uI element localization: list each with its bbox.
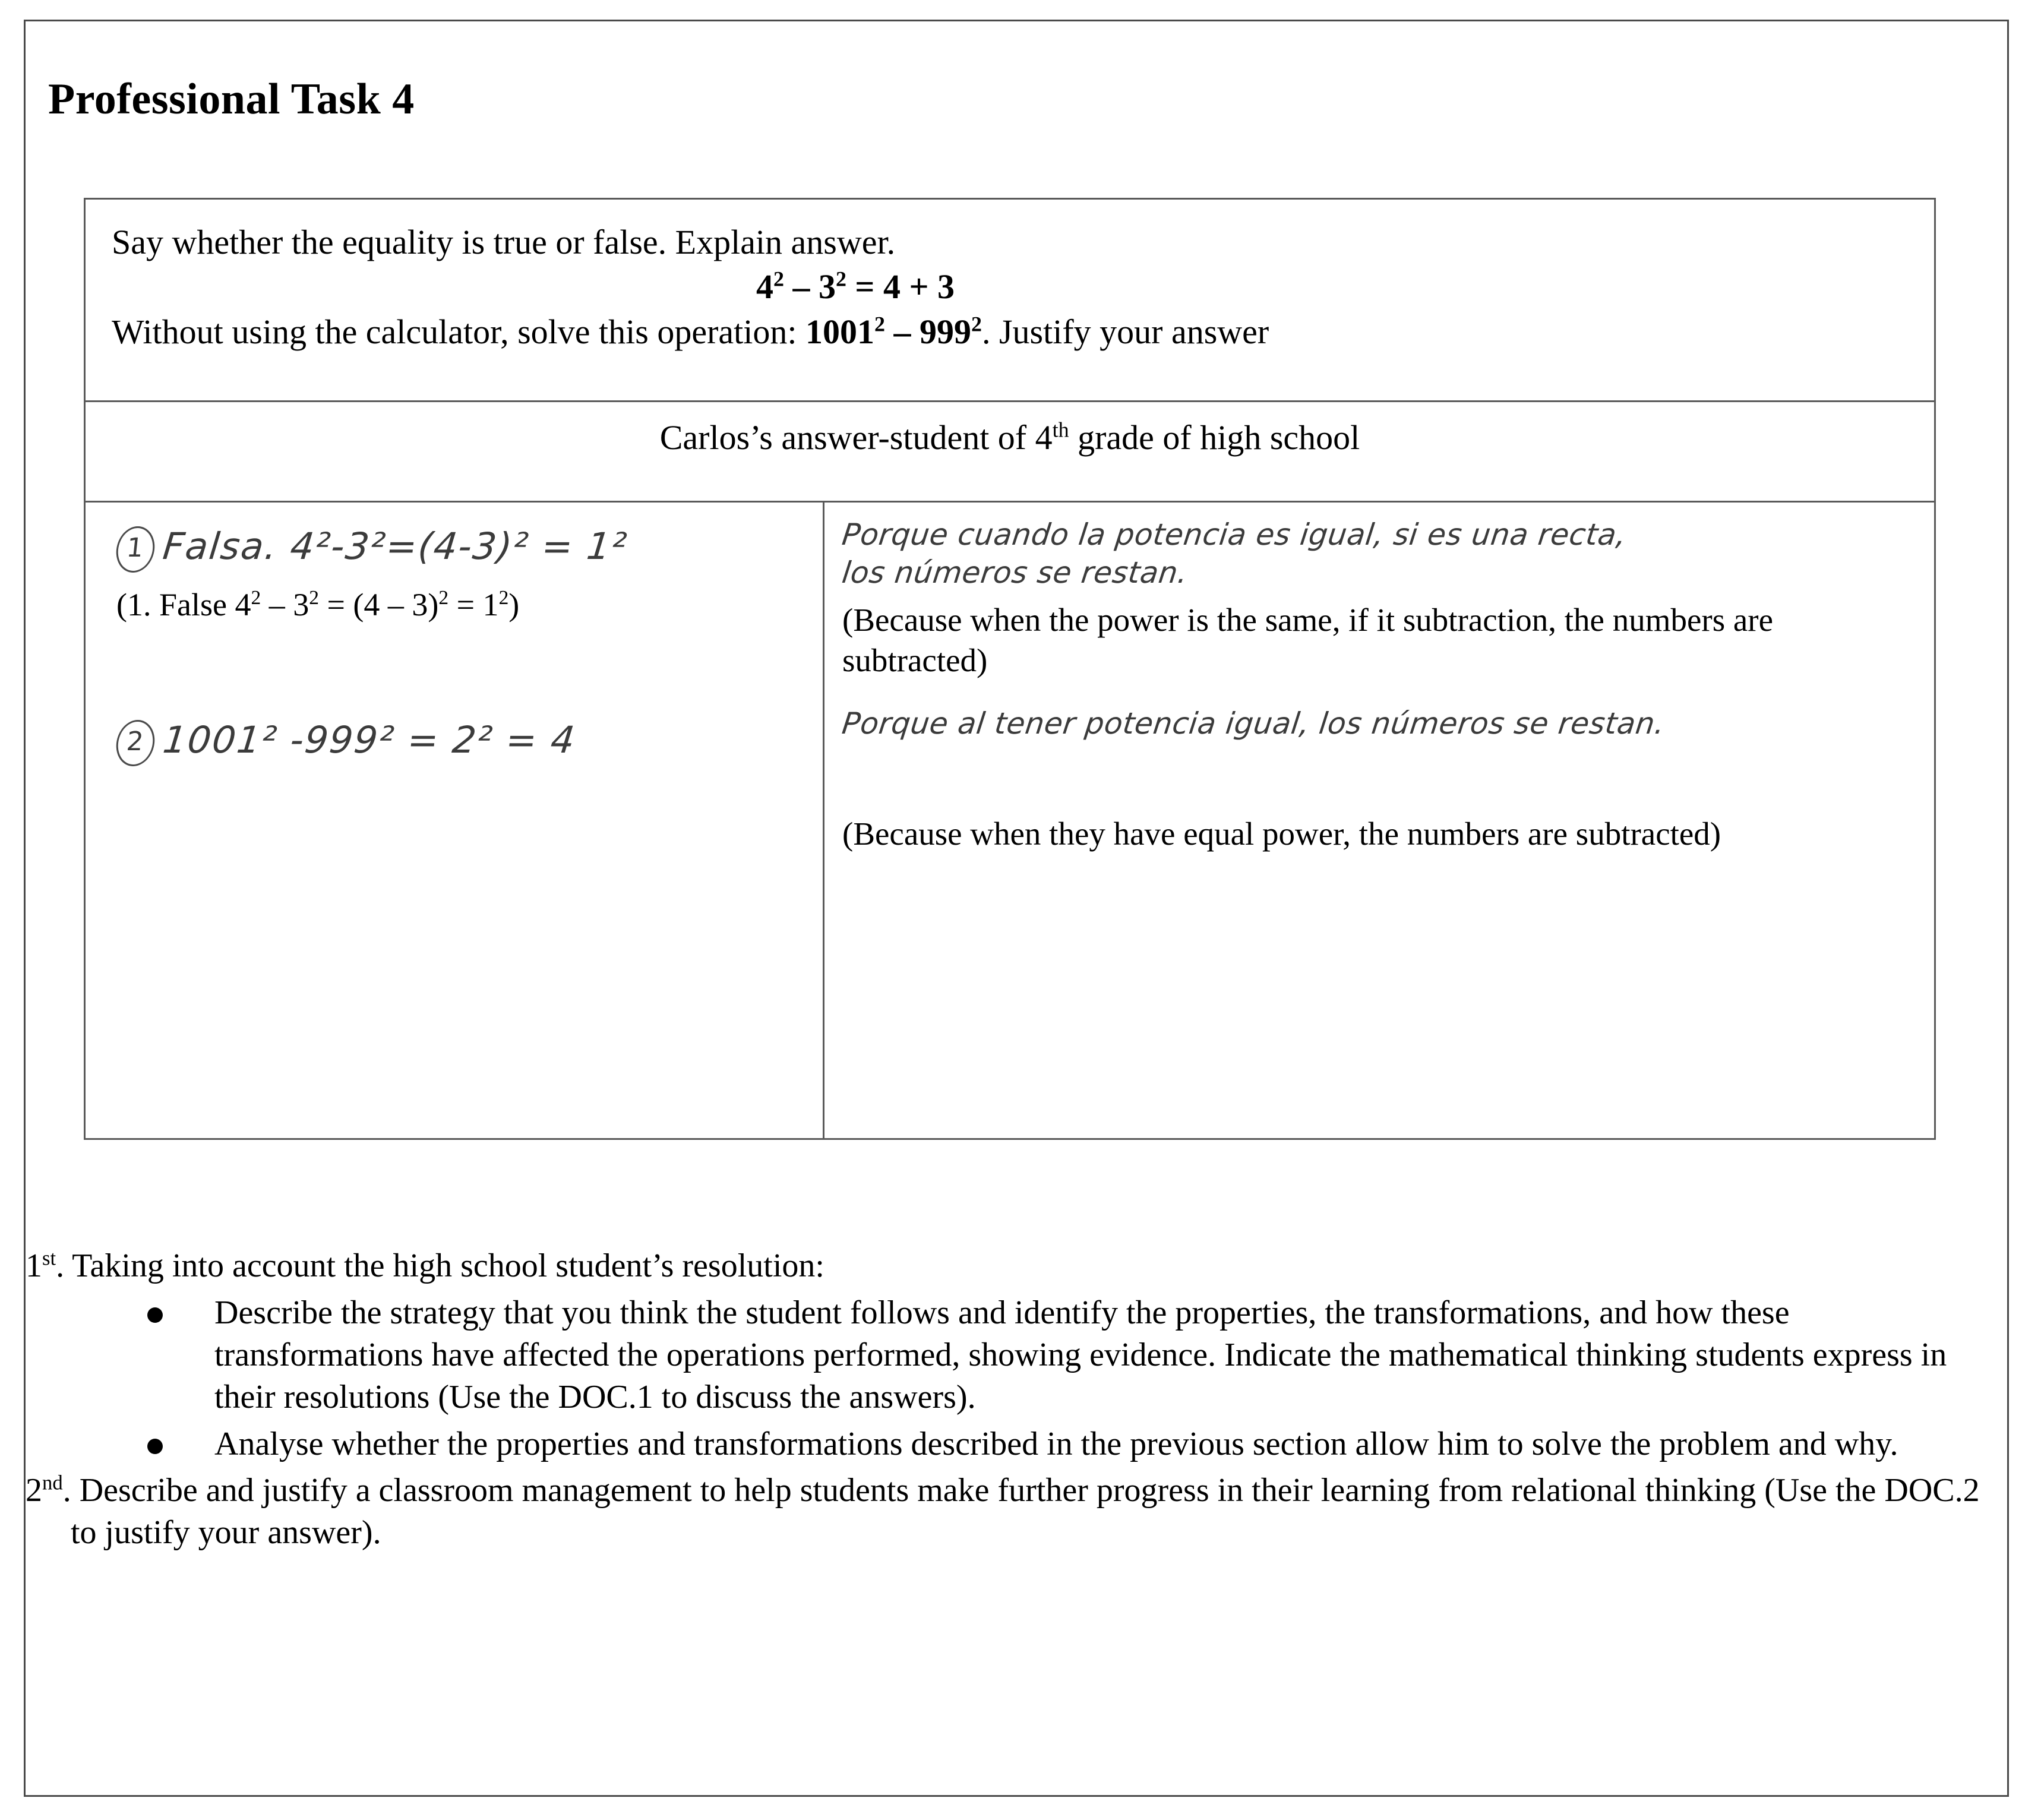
list-item-text: Analyse whether the properties and transformations described in the previous section allow him to solve the problem and why. <box>214 1426 1898 1463</box>
answer-header-cell <box>85 402 1935 502</box>
translation-item-1: (1. False $4^2 - 3^2 = (4 - 3)^2 = 1^2$) <box>116 587 520 623</box>
instruction-second-text: . Describe and justify a classroom management to help students make further progress in their learning from relational thinking (Use the DOC.2 to justify your answer). <box>62 1471 1980 1551</box>
eq-base-1: 4 <box>756 267 773 307</box>
handwritten-item-2 <box>116 720 805 766</box>
translation-note-2: (Because when they have equal power, the numbers are subtracted) <box>842 816 1721 852</box>
spacer <box>116 625 805 720</box>
statement-equation <box>112 264 1908 309</box>
eq-base-2: 3 <box>818 267 836 307</box>
handwritten-math-2-text: 1001² -999² = 2² = 4 <box>160 718 578 762</box>
list-item <box>26 1423 1986 1465</box>
table-row-student-work <box>85 502 1935 1139</box>
translation-note-1: (Because when the power is the same, if it subtraction, the numbers are subtracted) <box>842 602 1773 679</box>
page-title: Professional Task 4 <box>48 75 415 124</box>
handwritten-math-1-text: Falsa. 4²-3²=(4-3)² = 1² <box>160 524 630 568</box>
instruction-bullet-list <box>26 1292 1986 1465</box>
circled-number-1: 1 <box>114 526 157 573</box>
handwritten-note-1-line-2: los números se restan. <box>840 555 1190 590</box>
instruction-first-heading <box>26 1245 1986 1287</box>
answer-header-rest: student of 4th grade of high school <box>889 418 1360 457</box>
handwritten-math-1 <box>114 526 630 573</box>
instruction-first-heading-text: . Taking into account the high school student’s resolution: <box>56 1247 824 1284</box>
statement-line-2-operation: $1001^2 - 999^2$ <box>805 312 982 351</box>
circled-number-2: 2 <box>114 720 157 766</box>
document-page-frame <box>24 20 2009 1797</box>
eq-exp-2: 2 <box>835 267 846 292</box>
ordinal-first: 1st <box>26 1246 56 1284</box>
list-item <box>26 1292 1986 1418</box>
handwritten-note-2-line-1: Porque al tener potencia igual, los números se restan. <box>840 706 1667 741</box>
instruction-second <box>26 1470 1986 1554</box>
task-statement-cell <box>85 199 1935 402</box>
ordinal-second: 2nd <box>26 1470 63 1509</box>
eq-exp-1: 2 <box>773 267 784 292</box>
instructions-block <box>26 1245 1986 1554</box>
answer-header-bold: Carlos’s answer- <box>659 418 890 457</box>
spacer <box>842 748 1914 805</box>
eq-rhs-2: 3 <box>937 267 955 307</box>
student-work-left-cell <box>85 502 824 1139</box>
handwritten-note-1 <box>842 516 1914 592</box>
statement-line-2-suffix: . Justify your answer <box>981 312 1269 351</box>
statement-line-2-prefix: Without using the calculator, solve this operation: <box>112 312 805 351</box>
handwritten-item-1 <box>116 526 805 573</box>
student-work-right-cell <box>824 502 1935 1139</box>
table-row-answer-header <box>85 402 1935 502</box>
eq-minus: – <box>792 267 810 307</box>
handwritten-math-2 <box>114 720 578 766</box>
eq-rhs-1: 4 <box>883 267 901 307</box>
eq-equals: = <box>855 267 875 307</box>
handwritten-note-1-line-1: Porque cuando la potencia es igual, si es una recta, <box>840 517 1629 552</box>
eq-plus: + <box>909 267 929 307</box>
task-table <box>84 198 1936 1140</box>
list-item-text: Describe the strategy that you think the student follows and identify the properties, the transformations, and how these transformations have affected the operations performed, showing evidence. Indicate the mathematical thinking students express in their resolutions (Use the DOC.1 to discuss the answers). <box>214 1294 1947 1416</box>
statement-line-1: Say whether the equality is true or false. Explain answer. <box>112 223 896 261</box>
table-row-statement <box>85 199 1935 402</box>
handwritten-note-2 <box>842 704 1914 742</box>
bullet-dot-icon <box>147 1439 163 1454</box>
answer-header-text <box>86 416 1934 460</box>
bullet-dot-icon <box>147 1307 163 1323</box>
statement-line-2 <box>112 309 1908 354</box>
